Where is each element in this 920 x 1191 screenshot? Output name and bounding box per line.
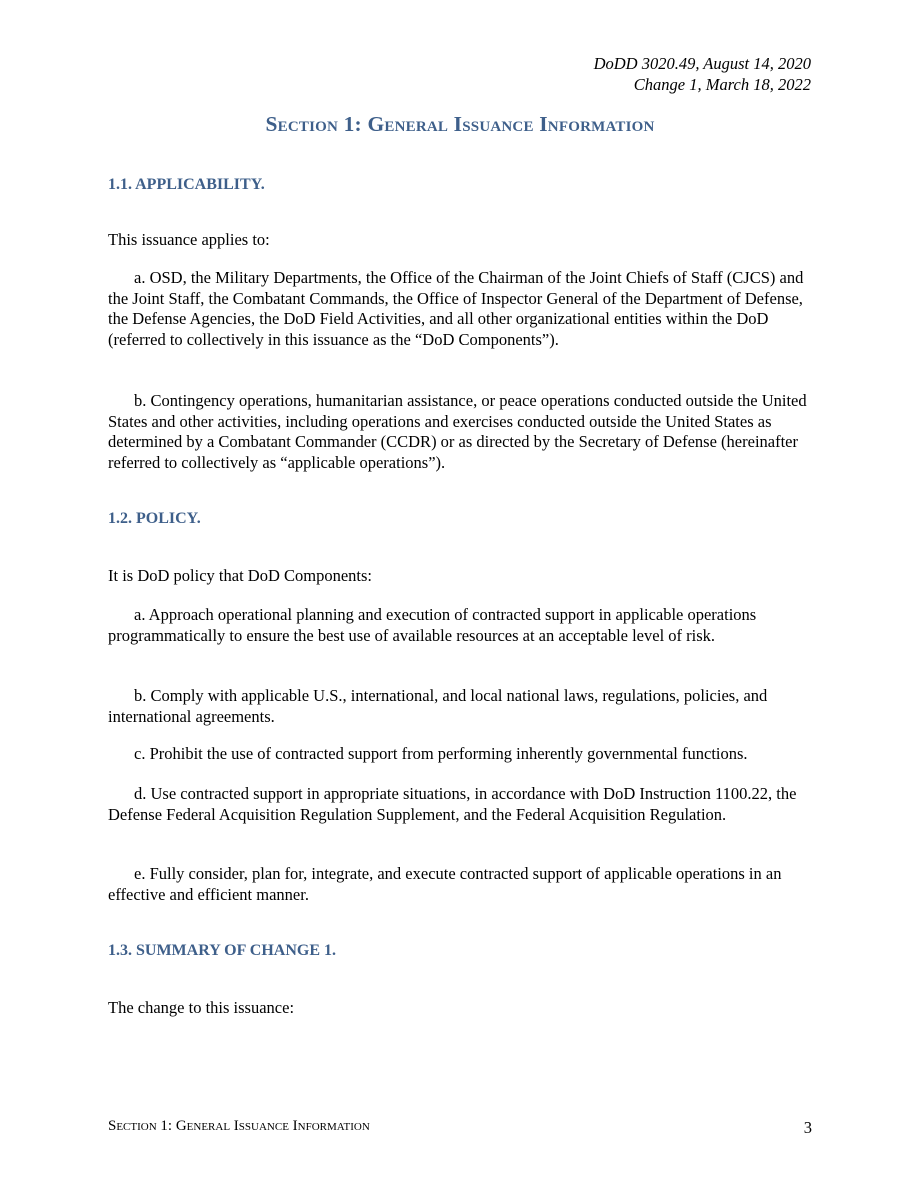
policy-item-e: e. Fully consider, plan for, integrate, and execute contracted support of applicable operations in an effective and efficient manner. bbox=[108, 864, 782, 904]
applicability-item-a: a. OSD, the Military Departments, the Office of the Chairman of the Joint Chiefs of Staff (CJCS) and the Joint Staff, the Combatant Commands, the Office of Inspector General of the Department of Defense, the Defense Agencies, the DoD Field Activities, and all other organizational entities within the DoD (referred to collectively in this issuance as the “DoD Components”). bbox=[108, 268, 804, 349]
policy-item-a: a. Approach operational planning and execution of contracted support in applicable operations programmatically to ensure the best use of available resources at an acceptable level of risk. bbox=[108, 605, 757, 645]
document-header bbox=[594, 53, 811, 95]
heading-policy: 1.2. POLICY. bbox=[108, 510, 201, 527]
header-change-date: Change 1, March 18, 2022 bbox=[633, 75, 811, 94]
applicability-intro: This issuance applies to: bbox=[108, 230, 270, 249]
summary-of-change-intro: The change to this issuance: bbox=[108, 998, 295, 1017]
footer-section-label: Section 1: General Issuance Information bbox=[108, 1118, 370, 1134]
policy-intro: It is DoD policy that DoD Components: bbox=[108, 566, 372, 585]
footer-page-number: 3 bbox=[803, 1118, 812, 1137]
header-document-id: DoDD 3020.49, August 14, 2020 bbox=[593, 54, 811, 73]
policy-item-b: b. Comply with applicable U.S., international, and local national laws, regulations, policies, and international agreements. bbox=[108, 686, 768, 726]
applicability-item-b: b. Contingency operations, humanitarian assistance, or peace operations conducted outside the United States and other activities, including operations and exercises conducted outside the United States as determined by a Combatant Commander (CCDR) or as directed by the Secretary of Defense (hereinafter referred to collectively as “applicable operations”). bbox=[108, 391, 807, 472]
heading-applicability: 1.1. APPLICABILITY. bbox=[108, 176, 265, 193]
policy-item-c: c. Prohibit the use of contracted support from performing inherently governmental functions. bbox=[134, 744, 748, 763]
policy-item-d: d. Use contracted support in appropriate situations, in accordance with DoD Instruction 1100.22, the Defense Federal Acquisition Regulation Supplement, and the Federal Acquisition Regulation. bbox=[108, 784, 797, 824]
heading-summary-of-change: 1.3. SUMMARY OF CHANGE 1. bbox=[108, 942, 337, 959]
section-title: Section 1: General Issuance Information bbox=[265, 112, 655, 136]
